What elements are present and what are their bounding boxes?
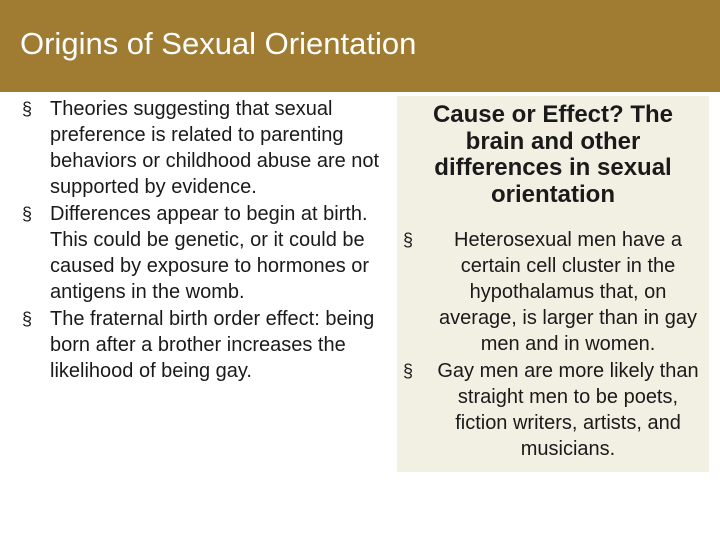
square-bullet-icon: §: [22, 309, 33, 329]
bullet-text: Heterosexual men have a certain cell cluster in the hypothalamus that, on average, is larger than in gay men and in women.: [439, 229, 697, 355]
slide-title: Origins of Sexual Orientation: [20, 26, 417, 61]
right-panel: [397, 96, 709, 472]
list-item: [20, 96, 380, 200]
bullet-text: Differences appear to begin at birth. This could be genetic, or it could be caused by exposure to hormones or antigens in the womb.: [50, 203, 370, 303]
bullet-text: Theories suggesting that sexual preference is related to parenting behaviors or childhood abuse are not supported by evidence.: [50, 98, 380, 198]
panel-heading: Cause or Effect? The brain and other differences in sexual orientation: [432, 101, 674, 208]
list-item: [20, 201, 380, 305]
list-item: [20, 306, 380, 384]
left-column: [20, 96, 380, 385]
square-bullet-icon: §: [403, 361, 414, 381]
bullet-text: The fraternal birth order effect: being born after a brother increases the likelihood of being gay.: [50, 308, 375, 382]
bullet-text: Gay men are more likely than straight men to be poets, fiction writers, artists, and musicians.: [437, 360, 699, 460]
list-item: [397, 227, 703, 357]
left-bullet-list: [20, 96, 380, 384]
square-bullet-icon: §: [403, 230, 414, 250]
title-bar: [0, 0, 720, 92]
right-bullet-list: [397, 227, 709, 462]
square-bullet-icon: §: [22, 99, 33, 119]
list-item: [397, 358, 703, 462]
square-bullet-icon: §: [22, 204, 33, 224]
